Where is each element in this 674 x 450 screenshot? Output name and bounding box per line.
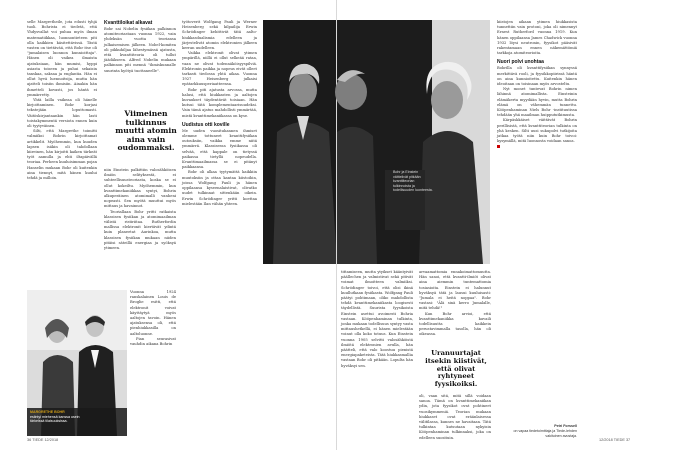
author-role: on vapaa tiedetoimittaja ja Tiede-lehden vakituinen avustaja. [513, 429, 577, 438]
left-col-2-bottom [130, 290, 176, 436]
end-square-icon [497, 145, 500, 148]
paragraph: Teoriallaan Bohr yritti ratkaista klassisen fysiikan ja atomimaailman välistä ristiriitaa. Rutherfordin mallissa elektronit kiertävät ydintä kuin planeetat Aurinkoa, mutta klassisen fysiikan mukaan niiden pitäisi säteillä energiaa ja syöksyä ytimeen. [104, 209, 176, 251]
photo-caption [30, 410, 92, 424]
paragraph: Bohr sai Nobelin fysiikan palkinnon atomiteoriastaan vuonna 1922, vain yhdeksän vuotta teoriansa julkaisemisen jälkeen. Nobel-komitea oli pikkuhiljaa lähestymässä ajatusta, että kvanttiteoria oli tullut jäädäkseen. Alfred Nobelin mukaan palkinnon piti mennä "ihmiskunnalle suurinta hyötyä tuottaneelle". [104, 27, 176, 73]
paragraph: oli, vaan sitä, mitä sillä voidaan sanoa. Tämä on kvanttimekaniikan ydin, jota fyysikot ovat pohtineet vuosikymmeniä. Teorian mukaan hiukkaset ovat eräänlaisessa välitilassa, kunnes ne havaitaan. Tätä tulkintaa kutsutaan nykyisin Kööpenhaminan tulkinnaksi, joka on edelleen suosituin. [419, 394, 491, 440]
right-col-2-top [419, 270, 491, 350]
pull-quote: Uranuurtajat itsekin kiistivät, että olivat ryhtyneet fyysikoiksi. [425, 349, 487, 389]
right-col-2-bottom [419, 394, 491, 440]
paragraph: selle Margretheile, jota edusti tyhjä tuoli. Bohrista ei tiedetä, että Yhdysvallat voi puhua myös ilman matematiikkaa, luonnontieteen piti olla kaikkien käsitettävissä. Tästä vasten on tiettävää, että Bohr itse oli "jumalaisen luonnon kunnioittaja". Hänen oli vaikea ilmaista ajatuksiaan, hän mumisi, hyppi asiasta toiseen ja puhui sekaisin tanskaa, saksaa ja englantia. Hän ei ollut hyvä luennoitsija, mutta hän ajatteli toisiin ihmisiin. Ainakin hän ihmetteli kovasti, jos häntä ei ymmärretty. [27, 20, 97, 97]
paragraph: Nyt monet tuntevat Bohrin nimen lähinnä atomimallista. Einsteinin elämäkerta myydään hyvin, mutta Bohrin elämä on vähemmän tunnettu. Kööpenhaminan Niels Bohr -instituutissa tehdään yhä maailman huippututkimusta. [497, 87, 577, 118]
section-heading: Nuori polvi unohtaa [497, 59, 544, 66]
paragraph: arvaamattomia ennakoimattomuutta. Hän sanoi, että kvantti-ilmiöt olivat aina aiemmin tuntemattomia tosiasioita. Einstein ei halunnut hyväksyä tätä ja lausui kuuluisasti: "Jumala ei heitä noppaa". Bohr vastasi: "Älä sinä kerro Jumalalle, mitä tehdä!" [419, 270, 491, 311]
author-name: Petri Forssell [554, 424, 577, 428]
paragraph: Bohrilla oli kvanttifysiikan synnyssä merkittävä rooli, ja fyysikkopiirissä häntä on aina kunnioitettu. Kuitenkin hänen ideoitaan on toisinaan myös arvosteltu. [497, 66, 577, 87]
paragraph: Yhtä lailla vaikeaa oli hänelle kirjoittaminen. Bohr korjasi tekstejään loputtomasti. Väitöskirjantaankin hän lasti toistakymmentä versiota ennen kuin oli tyytyväinen. [27, 98, 97, 129]
pull-quote: Viimeinen tulkinnus muutti atomin aina vain oudommaksi. [115, 109, 177, 153]
paragraph: Kärpäskkäiset väittävät Bohrin perillisistä, että kvanttiteorian tulkinta on yhä kesken. Silti uusi sukupolvi tutkijoita jatkaa työtä niin kuin Bohr toivoi: kysymällä, mitä luonnosta voidaan sanoa. [497, 118, 577, 144]
caption-title: MARGRETHE BOHR [30, 410, 65, 414]
left-col-2-top [104, 20, 176, 110]
paragraph: Bohr piti ajatusta arvossa, mutta halusi, että hiukkasten ja aaltojen kuvaukset täydentävät toisiaan. Hän kutsui tätä komplementaarisuudeksi. Vain tämä ajatus mahdollisti ymmärtää, mistä kvanttimekaniikassa on kyse. [182, 87, 257, 118]
photo-caption: Bohr ja Einstein väittelivät pitkään kvanttiteorian tulkinnoista ja todellisuuden luonteesta. [393, 170, 433, 193]
paragraph: Vaikka elektronit olivat ytimen ympärillä, niillä ei ollut selkeää rataa, vaan ne olivat todennäköisyyspilviä. Elektronin paikka ja nopeus eivät olleet tarkasti tiedossa yhtä aikaa. Vuonna 1927 Heisenberg julkaisi epätarkkuusperiaatteensa. [182, 51, 257, 87]
paragraph: Silti, että Margrethe toimitti valmiiksi Bohrin kirjoittamat artikkelit. Myöhemmin, kun kuuden lapsen isäkin oli tahdollaan kiireinen, hän kirjoitti kaiken tärkeät työt aamulla ja ehti iltapäivällä teoriaa. Perheen kuuluisimman pojan Hanselin mukaan Bohr oli kuitenkin aina tiennyt, mitä hänen kuului tehdä ja milloin. [27, 129, 97, 181]
paragraph: Vuonna 1924 ranskalainen Louis de Broglie esitti, että elektronit voivat käyttäytyä myös aaltojen tavoin. Hänen ajatuksensa oli, että pienhiukkasilla on aaltoluonne. [130, 290, 176, 336]
folio-right: 12/2018 TIEDE 37 [599, 438, 631, 442]
left-col-3 [182, 20, 257, 436]
bohr-einstein-photo-right [337, 20, 490, 264]
paragraph: Pian seurasivat vauhdin aikana Bohrin [130, 336, 176, 347]
paragraph: työtoverit Wolfgang Pauli ja Werner Heisenberg sekä kilpailija Erwin Schrödinger kehittivät tätä aalto-hiukkasdualismia edelleen ja järjestelivät atomin elektronien jälkeen kerran uudelleen. [182, 20, 257, 51]
section-heading: Uudistus otti koville [182, 121, 230, 128]
end-mark-line [497, 145, 577, 150]
paragraph: niin Einstein palkittiin valosähköisen ilmiön selityksestä, ei suhteellisuusteoriasta, koska se ei ollut kokeiltu. Myöhemmin, kun kvanttimekaniikkaa syntyi, Bohrin alkuperäinen atomimalli vanheni nopeasti. Sen myötä muuttui myös mittaus ja havainnot. [104, 168, 176, 209]
right-col-3 [497, 20, 577, 422]
bohr-einstein-photo-left [263, 20, 337, 264]
left-col-2-mid [104, 168, 176, 288]
author-signoff [497, 424, 577, 439]
paragraph: kiistojen aikaan ytimen hiukkasista tunnettiin vain protoni, joka oli nimennyt Ernest Rutherford vuonna 1919. Kun hänen oppilaansa James Chadwick vuonna 1932 löysi neutronin, fyysikot pääsivät rakentamaan ennen näkemättömiä tarkkoja atomiteorioita. [497, 20, 577, 56]
paragraph: Bohr oli alkaa tyytymättä kaikkiin muutoksiin ja ottaa kantaa kiistoihin, joissa Wolfgang Pauli ja hänen oppilaansa kyseenalaistivat, olivatko uudet tulkinnat sittenkään oikein. Erwin Schrödinger yritti koettaa mielestään Ilan vähän yhteen. [182, 170, 257, 206]
paragraph: Kun Bohr arvioi, että kvanttimekaniikka kuvaili todellisuutta kaikkein perustavimmalla tasolla, hän oli oikeassa. [419, 311, 491, 337]
left-col-1 [27, 20, 97, 288]
caption-text: esiintyi miehensä kanssa usein tärkeissä tilaisuuksissa. [30, 414, 80, 424]
folio-left: 36 TIEDE 12/2018 [27, 438, 59, 442]
paragraph: tittamiseen, mutta ytyikset kääntyivät päällechen ja valmistivat sekä pitivät voimat ilmoitteen valmiiksi. Schrödinger toivoi, että olisi ikinä kuullutkaan fysiikasta. Wolfgang Pauli päätyi pohtimaan, oliko mahdollista tehdä kvanttimekaniikasta loogisesti täydellistä. Suurista fyysikoista Einstein asettui avoimesti Bohria vastaan. Kööpenhaminan tulkinta, jonka mukaan todellisuus syntyy vasta mittaushetkellä, ei hänen mielestään voinut olla koko totuus. Kun Einstein vuonna 1905 selvitti valosähköistä ilmiötä elektronien avulla, hän päätteli, että valo koostuu pienistä energiapaketeista. Tätä hiukkasmallia vastaan Bohr oli pitkään. Lopulta hän hyväksyi sen. [341, 270, 413, 368]
bohr-einstein-illustration-right [337, 20, 490, 264]
bohr-couple-photo [27, 290, 127, 436]
right-col-1 [341, 270, 413, 436]
paragraph: Me uuden vuosituhannen ihmiset olemme tottuneet kvanttifysiikan outouksiin, vaikka emme niitä ymmärrä. Klassisessa fysiikassa oli selvää, että kappale on tietyssä paikassa tietyllä nopeudella. Kvanttimaailmassa se ei pitänyt paikkaansa. [182, 128, 257, 170]
bohr-einstein-illustration-left [263, 20, 337, 264]
section-heading: Kvanttiloikat alkavat [104, 20, 153, 26]
right-page [337, 0, 674, 450]
